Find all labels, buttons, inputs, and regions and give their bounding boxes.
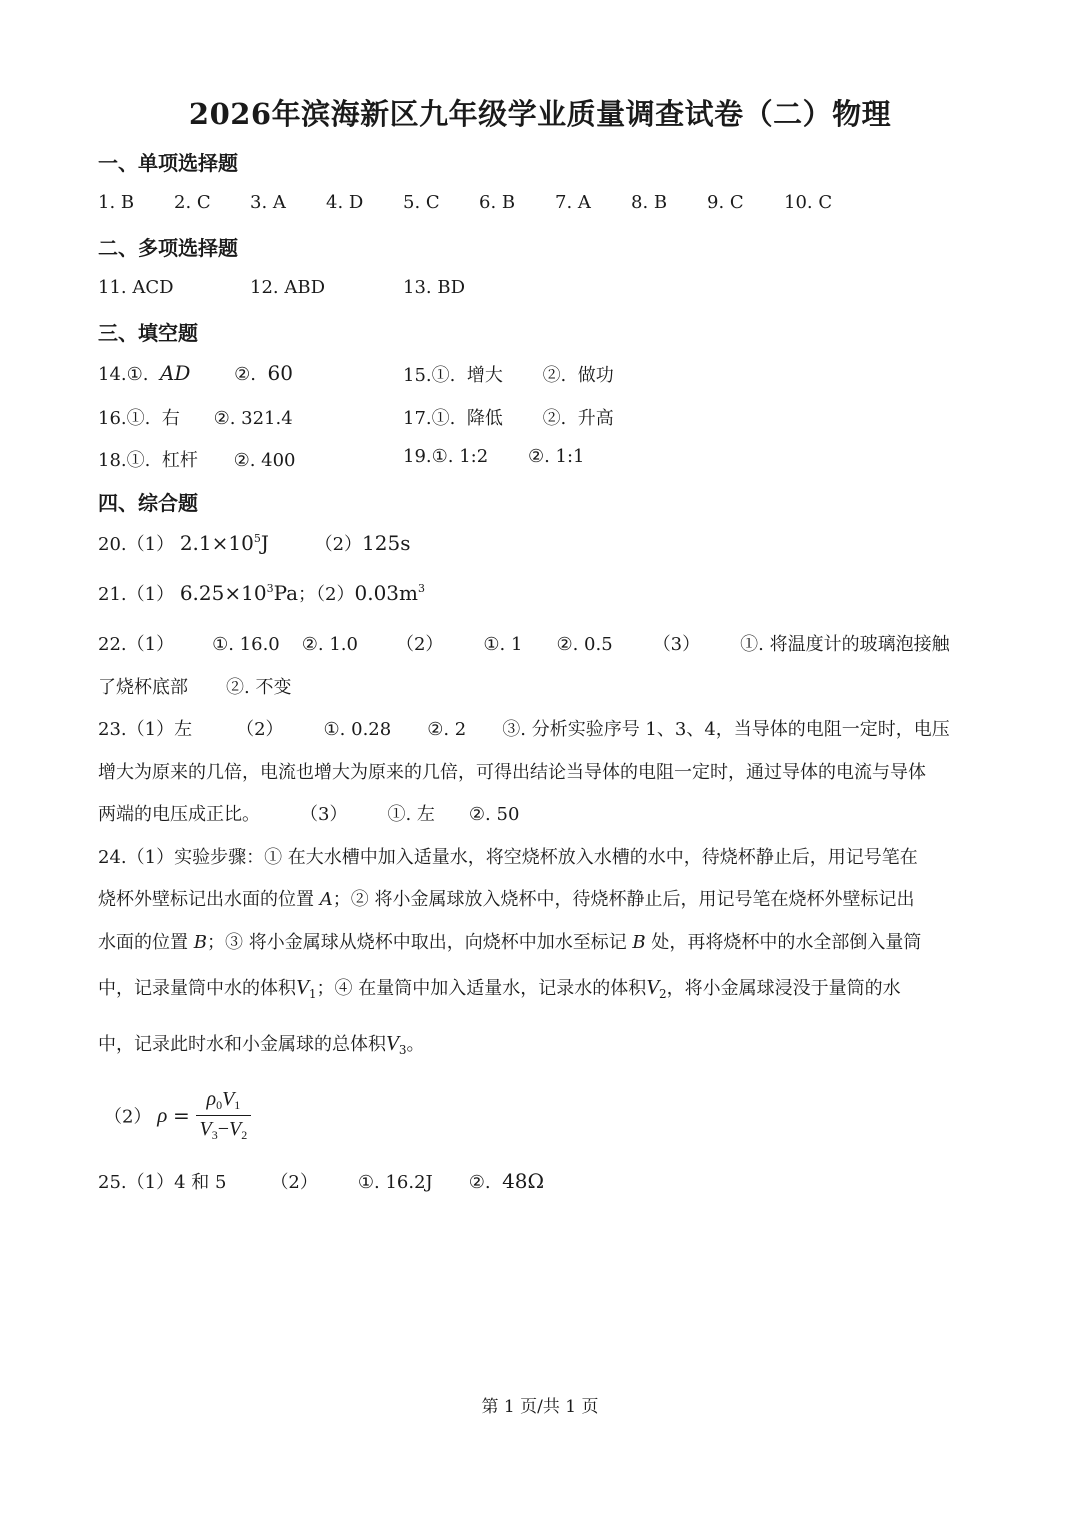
part-separator: ；（2） xyxy=(298,584,355,605)
question-number: 19. xyxy=(403,446,432,467)
answer-q22-line1: 22.（1） ①. 16.0 ②. 1.0 （2） ①. 1 ②. 0.5 （3） ①. 将温度计的玻璃泡接触 xyxy=(98,634,950,655)
answer-item: 5. C xyxy=(403,192,440,213)
section-heading-fill-blank: 三、填空题 xyxy=(98,321,198,345)
question-number: 17. xyxy=(403,408,432,429)
blank-answer: 做功 xyxy=(577,365,614,386)
answer-q23-line3: 两端的电压成正比。 （3） ①. 左 ②. 50 xyxy=(98,804,520,825)
blank-marker: ①. xyxy=(431,446,454,467)
blank-answer: AD xyxy=(159,361,191,385)
part-label: （2） xyxy=(314,534,363,555)
blank-marker: ①. xyxy=(126,450,151,471)
section-heading-comprehensive: 四、综合题 xyxy=(98,491,198,515)
answer-q24-line3: 水面的位置 B；③ 将小金属球从烧杯中取出，向烧杯中加水至标记 B 处，再将烧杯中的水全部倒入量筒 xyxy=(98,932,922,953)
blank-marker: ②. xyxy=(213,408,236,429)
blank-marker: ①. xyxy=(431,408,456,429)
answer-q24-line4: 中，记录量筒中水的体积$V_1$；④ 在量筒中加入适量水，记录水的体积$V_2$，将小金属球浸没于量筒的水 xyxy=(98,975,901,1001)
blank-answer: 升高 xyxy=(577,408,614,429)
blank-answer: 右 xyxy=(161,408,180,429)
answer-item: 9. C xyxy=(707,192,744,213)
blank-answer: 1:1 xyxy=(555,446,585,467)
question-number: 14. xyxy=(98,364,127,385)
answer-item: 1. B xyxy=(98,192,135,213)
density-fraction: $\frac{\rho_0V_1}{V_3-V_2}$ xyxy=(196,1088,252,1143)
answer-q24-formula: （2） ρ = $\frac{\rho_0V_1}{V_3-V_2}$ xyxy=(104,1088,251,1143)
answer-q14 xyxy=(98,361,293,385)
answer-q23-line2: 增大为原来的几倍，电流也增大为原来的几倍，可得出结论当导体的电阻一定时，通过导体的电流与导体 xyxy=(98,762,926,783)
answer-q15 xyxy=(403,361,614,387)
blank-marker: ②. xyxy=(234,364,257,385)
answer-item: 3. A xyxy=(250,192,286,213)
blank-marker: ②. xyxy=(527,446,550,467)
blank-marker: ②. xyxy=(233,450,256,471)
answer-value: $6.25\times 10^3Pa$ xyxy=(179,581,299,605)
answer-item: 12. ABD xyxy=(250,277,326,298)
density-symbol: ρ xyxy=(157,1103,168,1127)
answer-value: $2.1\times 10^5J$ xyxy=(179,531,269,555)
answer-item: 13. BD xyxy=(403,277,466,298)
blank-marker: ②. xyxy=(542,365,567,386)
question-number: 16. xyxy=(98,408,127,429)
answer-q22-line2: 了烧杯底部 ②. 不变 xyxy=(98,677,292,698)
blank-answer: 321.4 xyxy=(241,408,293,429)
blank-marker: ②. xyxy=(542,408,567,429)
blank-marker: ①. xyxy=(431,365,456,386)
page-footer: 第 1 页/共 1 页 xyxy=(481,1397,599,1417)
answer-q24-line1: 24.（1）实验步骤：① 在大水槽中加入适量水，将空烧杯放入水槽的水中，待烧杯静止后，用记号笔在 xyxy=(98,847,918,868)
answer-q23-line1: 23.（1）左 （2） ①. 0.28 ②. 2 ③. 分析实验序号 1、3、4，当导体的电阻一定时，电压 xyxy=(98,719,950,740)
answer-item: 6. B xyxy=(479,192,516,213)
answer-q18 xyxy=(98,446,296,472)
blank-answer: 60 xyxy=(267,361,293,385)
answer-q16 xyxy=(98,404,293,430)
answer-q24-line2: 烧杯外壁标记出水面的位置 A；② 将小金属球放入烧杯中，待烧杯静止后，用记号笔在烧杯外壁标记出 xyxy=(98,889,915,910)
part-label: （2） xyxy=(104,1106,152,1128)
blank-marker: ①. xyxy=(126,408,151,429)
blank-answer: 杠杆 xyxy=(161,450,198,471)
page-title: 2026年滨海新区九年级学业质量调查试卷（二）物理 xyxy=(188,97,892,131)
answer-q17 xyxy=(403,404,614,430)
answer-item: 4. D xyxy=(326,192,364,213)
blank-answer: 1:2 xyxy=(459,446,489,467)
question-number: 18. xyxy=(98,450,127,471)
blank-answer: 400 xyxy=(261,450,296,471)
blank-answer: 降低 xyxy=(466,408,503,429)
blank-marker: ①. xyxy=(126,364,149,385)
blank-answer: 增大 xyxy=(466,365,503,386)
question-number: 15. xyxy=(403,365,432,386)
section-heading-single-choice: 一、单项选择题 xyxy=(98,151,238,175)
answer-item: 10. C xyxy=(784,192,833,213)
answer-item: 11. ACD xyxy=(98,277,174,298)
answer-q20 xyxy=(98,530,410,556)
answer-item: 8. B xyxy=(631,192,668,213)
answer-q21 xyxy=(98,580,425,606)
answer-value: $0.03m^3$ xyxy=(354,581,425,605)
answer-q24-line5: 中，记录此时水和小金属球的总体积$V_3$。 xyxy=(98,1031,425,1057)
answer-item: 2. C xyxy=(174,192,211,213)
answer-q19 xyxy=(403,446,585,467)
question-label: 21.（1） xyxy=(98,584,175,605)
answer-item: 7. A xyxy=(555,192,591,213)
answer-value: 125s xyxy=(362,531,411,555)
section-heading-multi-choice: 二、多项选择题 xyxy=(98,236,238,260)
answer-q25: 25.（1）4 和 5 （2） ①. 16.2J ②. 48Ω xyxy=(98,1169,545,1193)
question-label: 20.（1） xyxy=(98,534,175,555)
